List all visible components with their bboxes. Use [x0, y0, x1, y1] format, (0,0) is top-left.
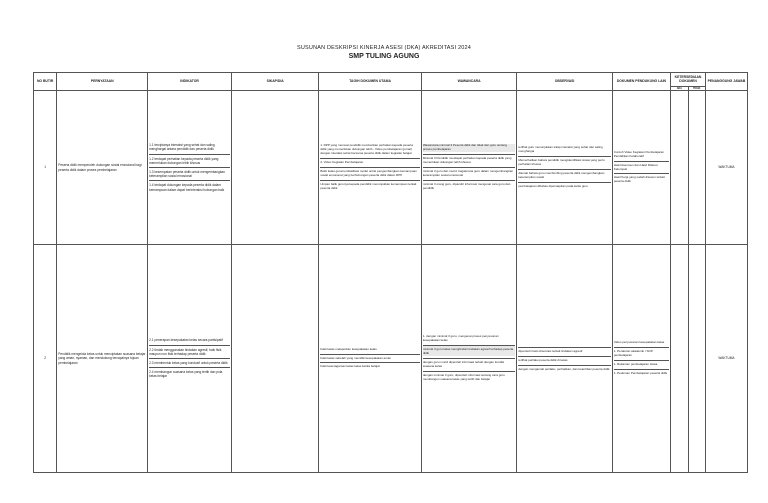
tagih-item: bukti keseragaman kelas kelas ketika belajar: [320, 362, 419, 369]
observasi-cell: [517, 91, 613, 245]
tagih-item: Bukti kelas gurumemfasilitasi model untuk pengembangkan kemampuan sosial emosional yang berhubungan peserta didik dalam RPP: [320, 167, 419, 178]
wawancara-item: minimal 3 orang guru, dipandiri informasi mengenai cara guru dan pendidik: [423, 180, 516, 191]
header-wawancara: WAWANCARA: [421, 73, 517, 91]
header-dokumen: DOKUMEN PENDUKUNG LAIN: [612, 73, 670, 91]
school-name: SMP TULING AGUNG: [348, 53, 420, 60]
dokumen-item: 1. Peraturan akademik / SOP pembelajaran: [614, 347, 669, 358]
tagih-item: bukti kelas melaporkan kesepakatan kelas: [320, 346, 377, 351]
header-penanggung: PENANGGUNG JAWAB: [705, 73, 747, 91]
header-observasi: OBSERVASI: [517, 73, 613, 91]
observasi-item: terlihat guru menunjukkan sikap interaksi yang sehat dan saling menghargai: [518, 145, 603, 154]
dokumen-item: Contoh Video Kegiatan Pembelajaran Pendidikan Kolaboratif: [613, 149, 664, 158]
tidak-cell: [688, 91, 705, 245]
observasi-item: dengan mengamati perilaku, perhatikan, dan ketertiban peserta didik: [518, 366, 610, 371]
row-no: 1: [34, 91, 57, 245]
indikator-item: 2.4 membangun suasana kelas yang tertib dan pola kelas belajar: [149, 367, 230, 378]
header-tidak: TIDAK: [688, 86, 705, 90]
dokumen-item: Hasil Asesmen dan Hasil Diskusi Kelompok: [614, 161, 669, 172]
sikap-cell: [231, 245, 318, 473]
pj-cell: WAKTUMA: [705, 245, 747, 473]
wawancara-item: Minimal 3 Pendidik mendapat perhatian kepada peserta didik yang memerlukan dukungan lebih khusus: [423, 154, 516, 165]
tagih-item: 1. RPP yang memuat pendidik memberikan perhatian kepada peserta didik yang memerlukan dukungan lebih - Video pembelajaran (jurnal) dengan interaksi sehat bersama peserta didik dalam kegiatan belajar: [320, 143, 413, 156]
row-no: 2: [34, 245, 57, 473]
wawancara-item: Wawancara minimal 3 Peserta didik dan tidak dan guru tentang proses pembelajaran: [423, 144, 516, 152]
dokumen-cell: [612, 91, 670, 245]
header-tagih: TAGIH DOKUMEN UTAMA: [319, 73, 421, 91]
observasi-cell: [517, 245, 613, 473]
indikator-item: 1.1 terciptanya interaksi yang sehat dan saling menghargai antara pendidik dan peserta didik: [149, 143, 215, 152]
ada-cell: [671, 245, 688, 473]
observasi-item: Memerhatikan bahwa pendidik mengidentifikasi siswa yang perlu perhatian khusus: [518, 156, 611, 167]
tagih-item: 2. Video Kegiatan Pembelajaran: [320, 158, 419, 165]
wawancara-item: dengan minimal 3 guru, diperoleh informasi tentang cara guru membangun suasana kelas yang tertib dan belajar: [423, 371, 516, 382]
pernyataan-cell: Pendidik mengelola kelas untuk menciptakan suasana belajar yang aman, nyaman, dan mendukung tercapainya tujuan pembelajaran: [57, 245, 148, 473]
indikator-item: 2.2 tindak menggunakan tindakan agresif, baik fisik maupun non fisik terhadap peserta didik: [149, 345, 230, 356]
dokumen-item: 1. Rekaman pembelajaran siswa: [614, 360, 669, 367]
tagih-item: bukti kelas sebelah yang memiliki kesepakatan aman: [320, 354, 419, 361]
pernyataan-cell: Peserta didik memperoleh dukungan sosial emosional bagi peserta didik dalam proses pembelajaran: [57, 91, 148, 245]
header-ketersediaan: KETERSEDIAAN DOKUMEN: [671, 73, 706, 87]
sikap-cell: [231, 91, 318, 245]
wawancara-item: minimal 3 guru dan murid, bagaimana guru dalam mengembangkan keterampilan sosial emosional: [423, 167, 516, 178]
dokumen-cell: [612, 245, 670, 473]
header-indikator: INDIKATOR: [148, 73, 232, 91]
ada-cell: [671, 91, 688, 245]
header-ada: ADA: [671, 86, 688, 90]
header-sikap: SIKAP/DIA: [231, 73, 318, 91]
observasi-item: terlihat perilaku peserta didik di kelas: [518, 356, 611, 363]
wawancara-item: dengan guru murid diperoleh informasi terkait dengan kondisi suasana kelas: [423, 358, 516, 369]
indikator-item: 1.2 terdapat perhatian kepada peserta didik yang memerlukan dukungan lebih khusus: [149, 154, 230, 165]
tagih-item: Umpan balik gurunya kepada pendidik menunjukkan kemampuan terkait peserta didik: [320, 180, 419, 191]
wawancara-item: minimal 3 guru kelas menghindari tindakan agresif terhadap peserta didik: [423, 345, 516, 356]
indikator-item: 2.1 penerapan kesepakatan kelas secara partisipatif: [149, 338, 223, 343]
dokumen-item: Hasil Kerja yang sudah disusun terkait peserta didik: [614, 173, 669, 184]
observasi-item: pembelajaran dibahas dipersiapkan pada kelas guru: [518, 182, 611, 189]
indikator-item: 1.3 kesempatan peserta didik untuk mengembangkan keterampilan sosial emosional: [149, 167, 230, 178]
dokumen-item: Video penyusunan kesepakatan kelas: [613, 340, 665, 345]
observasi-item: diperoleh hasil observasi terkait tindakan agresif: [518, 347, 611, 354]
dka-table: [33, 72, 748, 473]
wawancara-item: 1. dengan minimal 3 guru, mengenai proses penyusunan kesepakatan kelas: [422, 334, 499, 343]
indikator-item: 1.4 terdapat dukungan kepada peserta didik dalam kemampuan dalam dapat berinteraksi hubungan baik: [149, 180, 230, 191]
header-pernyataan: PERNYATAAN: [57, 73, 148, 91]
tagih-cell: [319, 245, 421, 473]
tagih-cell: [319, 91, 421, 245]
pj-cell: WAKTUMA: [705, 91, 747, 245]
indikator-cell: [148, 245, 232, 473]
indikator-item: 2.3 membentuk kelas yang kondusif untuk peserta didik: [149, 358, 230, 365]
wawancara-cell: [421, 245, 517, 473]
header-no: NO BUTIR: [34, 73, 57, 91]
document-title: SUSUNAN DESKRIPSI KINERJA ASESI (DKA) AKREDITASI 2024: [296, 45, 472, 51]
wawancara-cell: [421, 91, 517, 245]
dokumen-item: 1. Pedoman Pembelajaran peserta didik: [613, 370, 668, 375]
tidak-cell: [688, 245, 705, 473]
observasi-item: diamati bahwa guru membimbing peserta didik mengembangkan keterampilan sosial: [518, 169, 611, 180]
indikator-cell: [148, 91, 232, 245]
